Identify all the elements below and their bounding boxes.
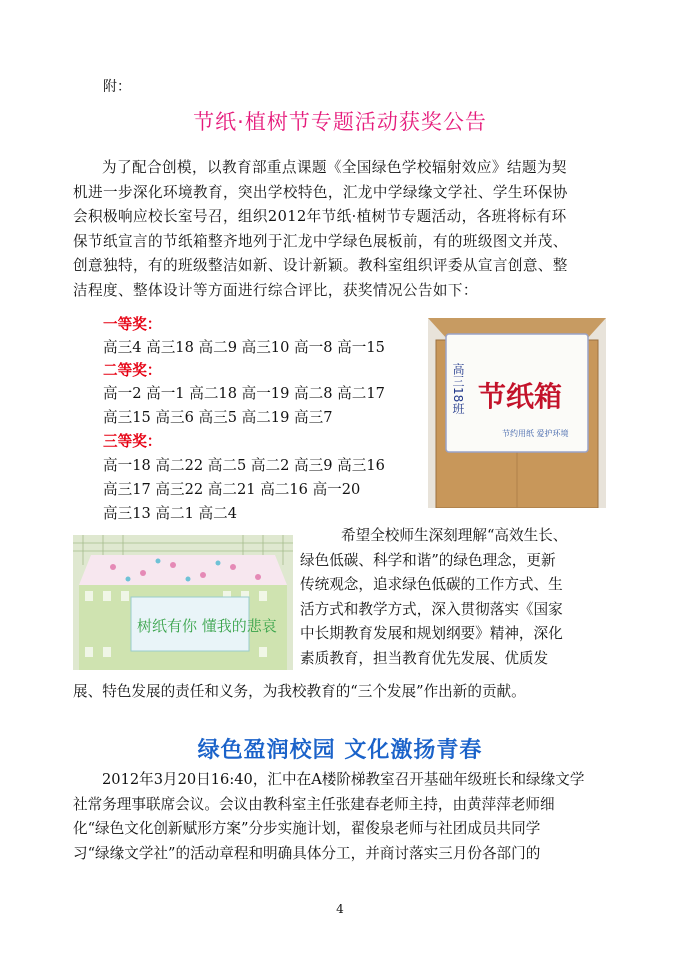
paragraph-line: 传统观念，追求绿色低碳的工作方式、生 xyxy=(300,576,563,594)
meeting-paragraph xyxy=(73,768,608,866)
second-prize-row: 高一2 高一1 高二18 高一19 高二8 高二17 xyxy=(103,385,385,402)
paragraph-line: 为了配合创模，以教育部重点课题《全国绿色学校辐射效应》结题为契 xyxy=(102,159,567,176)
third-prize-row: 高三13 高二1 高二4 xyxy=(103,505,237,522)
paragraph-line: 会积极响应校长室号召，组织2012年节纸·植树节专题活动，各班将标有环 xyxy=(73,208,567,226)
page-number: 4 xyxy=(336,902,344,916)
paragraph-line: 展、特色发展的责任和义务，为我校教育的“三个发展”作出新的贡献。 xyxy=(73,683,526,700)
decorated-box-photo xyxy=(73,535,293,670)
second-prize-row: 高三15 高三6 高三5 高二19 高三7 xyxy=(103,409,333,426)
award-announcement-title: 节纸·植树节专题活动获奖公告 xyxy=(193,110,487,134)
paragraph-line: 化“绿色文化创新赋形方案”分步实施计划，翟俊泉老师与社团成员共同学 xyxy=(73,820,541,838)
box-caption: 节约用纸 爱护环境 xyxy=(502,429,569,438)
third-prize-heading: 三等奖： xyxy=(103,433,162,450)
first-prize-row: 高三4 高三18 高二9 高三10 高一8 高一15 xyxy=(103,339,385,356)
paragraph-line: 素质教育，担当教育优先发展、优质发 xyxy=(300,649,549,667)
paragraph-line: 中长期教育发展和规划纲要》精神，深化 xyxy=(300,625,563,643)
first-prize-heading: 一等奖： xyxy=(103,316,162,333)
paragraph-line: 希望全校师生深刻理解“高效生长、 xyxy=(341,527,568,544)
paragraph-line: 绿色低碳、科学和谐”的绿色理念，更新 xyxy=(300,551,556,569)
third-prize-row: 高三17 高三22 高二21 高二16 高一20 xyxy=(103,481,361,498)
third-prize-row: 高一18 高二22 高二5 高二2 高三9 高三16 xyxy=(103,457,385,474)
paper-box-photo xyxy=(428,318,606,508)
paragraph-line: 创意独特，有的班级整洁如新、设计新颖。教科室组织评委从宣言创意、整 xyxy=(73,257,568,275)
paragraph-line: 机进一步深化环境教育，突出学校特色，汇龙中学绿缘文学社、学生环保协 xyxy=(73,183,568,201)
appendix-label: 附： xyxy=(103,79,131,95)
paragraph-line: 社常务理事联席会议。会议由教科室主任张建春老师主持，由黄萍萍老师细 xyxy=(73,795,555,813)
paragraph-line: 2012年3月20日16:40，汇中在A楼阶梯教室召开基础年级班长和绿缘文学 xyxy=(102,771,585,788)
second-prize-heading: 二等奖： xyxy=(103,362,162,379)
class-label: 高三18班 xyxy=(451,363,465,415)
paragraph-line: 洁程度、整体设计等方面进行综合评比，获奖情况公告如下： xyxy=(73,281,478,299)
hope-paragraph xyxy=(300,524,608,672)
paragraph-line: 习“绿缘文学社”的活动章程和明确具体分工，并商讨落实三月份各部门的 xyxy=(73,844,541,862)
green-campus-title: 绿色盈润校园 文化激扬青春 xyxy=(197,738,483,763)
paragraph-line: 活方式和教学方式，深入贯彻落实《国家 xyxy=(300,600,563,618)
box-slogan: 树纸有你 懂我的悲哀 xyxy=(137,617,277,635)
box-title-text: 节纸箱 xyxy=(478,380,563,413)
intro-paragraph xyxy=(73,156,608,304)
paragraph-line: 保节纸宣言的节纸箱整齐地列于汇龙中学绿色展板前，有的班级图文并茂、 xyxy=(73,232,568,250)
